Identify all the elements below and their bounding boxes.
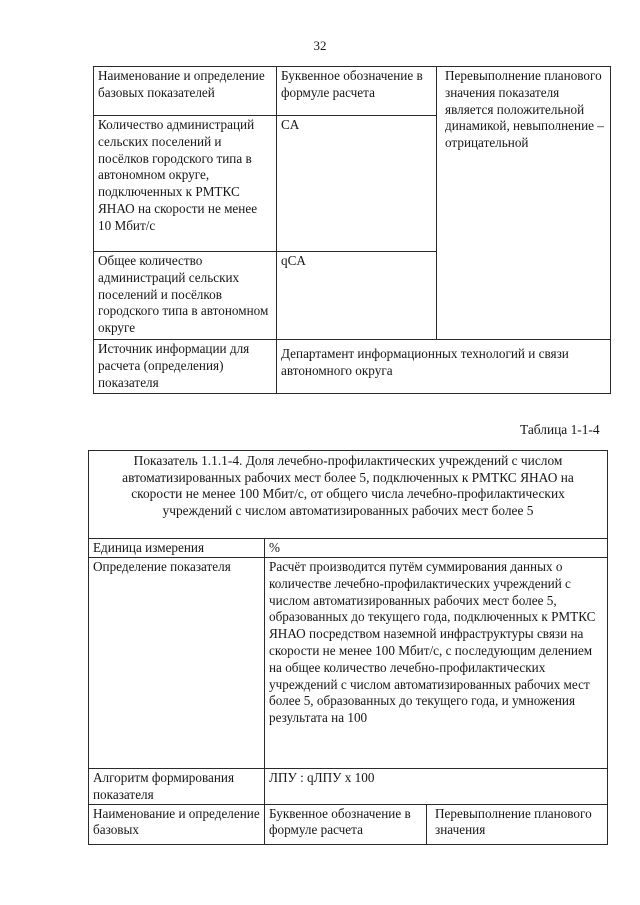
algorithm-label-cell: Алгоритм формирования показателя bbox=[89, 769, 265, 805]
table-row bbox=[89, 539, 608, 558]
table-row bbox=[89, 558, 608, 769]
unit-value-cell: % bbox=[265, 539, 608, 558]
header-note-cell: Перевыполнение планового значения bbox=[427, 804, 608, 844]
header-symbol-cell: Буквенное обозначение в формуле расчета bbox=[265, 804, 427, 844]
header-note-cell: Перевыполнение планового значения показателя является положительной динамикой, невыполнение – отрицательной bbox=[437, 67, 611, 340]
definition-label-cell: Определение показателя bbox=[89, 558, 265, 769]
definition-value-cell: Расчёт производится путём суммирования данных о количестве лечебно-профилактических учреждений с числом автоматизированных рабочих мест более 5, образованных до текущего года, подключенных к РМТКС ЯНАО посредством наземной инфраструктуры связи на скорости не менее 100 Мбит/с, с последующим делением на общее количество лечебно-профилактических учреждений с числом автоматизированных рабочих мест более 5, образованных до текущего года, и умножения результата на 100 bbox=[265, 558, 608, 769]
table-row bbox=[94, 67, 611, 116]
indicator-title-cell: Показатель 1.1.1-4. Доля лечебно-профилактических учреждений с числом автоматизированных рабочих мест более 5, подключенных к РМТКС ЯНАО на скорости не менее 100 Мбит/с, от общего числа лечебно-профилактических учреждений с числом автоматизированных рабочих мест более 5 bbox=[89, 451, 608, 539]
row-name-cell: Количество администраций сельских поселений и посёлков городского типа в автономном округе, подключенных к РМТКС ЯНАО на скорости не менее 10 Мбит/с bbox=[94, 116, 277, 252]
header-symbol-cell: Буквенное обозначение в формуле расчета bbox=[277, 67, 437, 116]
algorithm-value-cell: ЛПУ : qЛПУ x 100 bbox=[265, 769, 608, 805]
source-value-cell: Департамент информационных технологий и связи автономного округа bbox=[277, 340, 611, 394]
table-row bbox=[89, 769, 608, 805]
table-caption: Таблица 1-1-4 bbox=[520, 422, 600, 437]
row-name-cell: Общее количество администраций сельских поселений и посёлков городского типа в автономном округе bbox=[94, 252, 277, 340]
unit-label-cell: Единица измерения bbox=[89, 539, 265, 558]
page-number: 32 bbox=[313, 38, 327, 53]
table-row bbox=[89, 804, 608, 844]
source-label-cell: Источник информации для расчета (определения) показателя bbox=[94, 340, 277, 394]
indicator-passport-table bbox=[88, 450, 608, 845]
header-name-cell: Наименование и определение базовых bbox=[89, 804, 265, 844]
table-row bbox=[94, 340, 611, 394]
base-indicators-table bbox=[93, 66, 611, 394]
row-symbol-cell: CA bbox=[277, 116, 437, 252]
table-row bbox=[89, 451, 608, 539]
row-symbol-cell: qCA bbox=[277, 252, 437, 340]
header-name-cell: Наименование и определение базовых показателей bbox=[94, 67, 277, 116]
